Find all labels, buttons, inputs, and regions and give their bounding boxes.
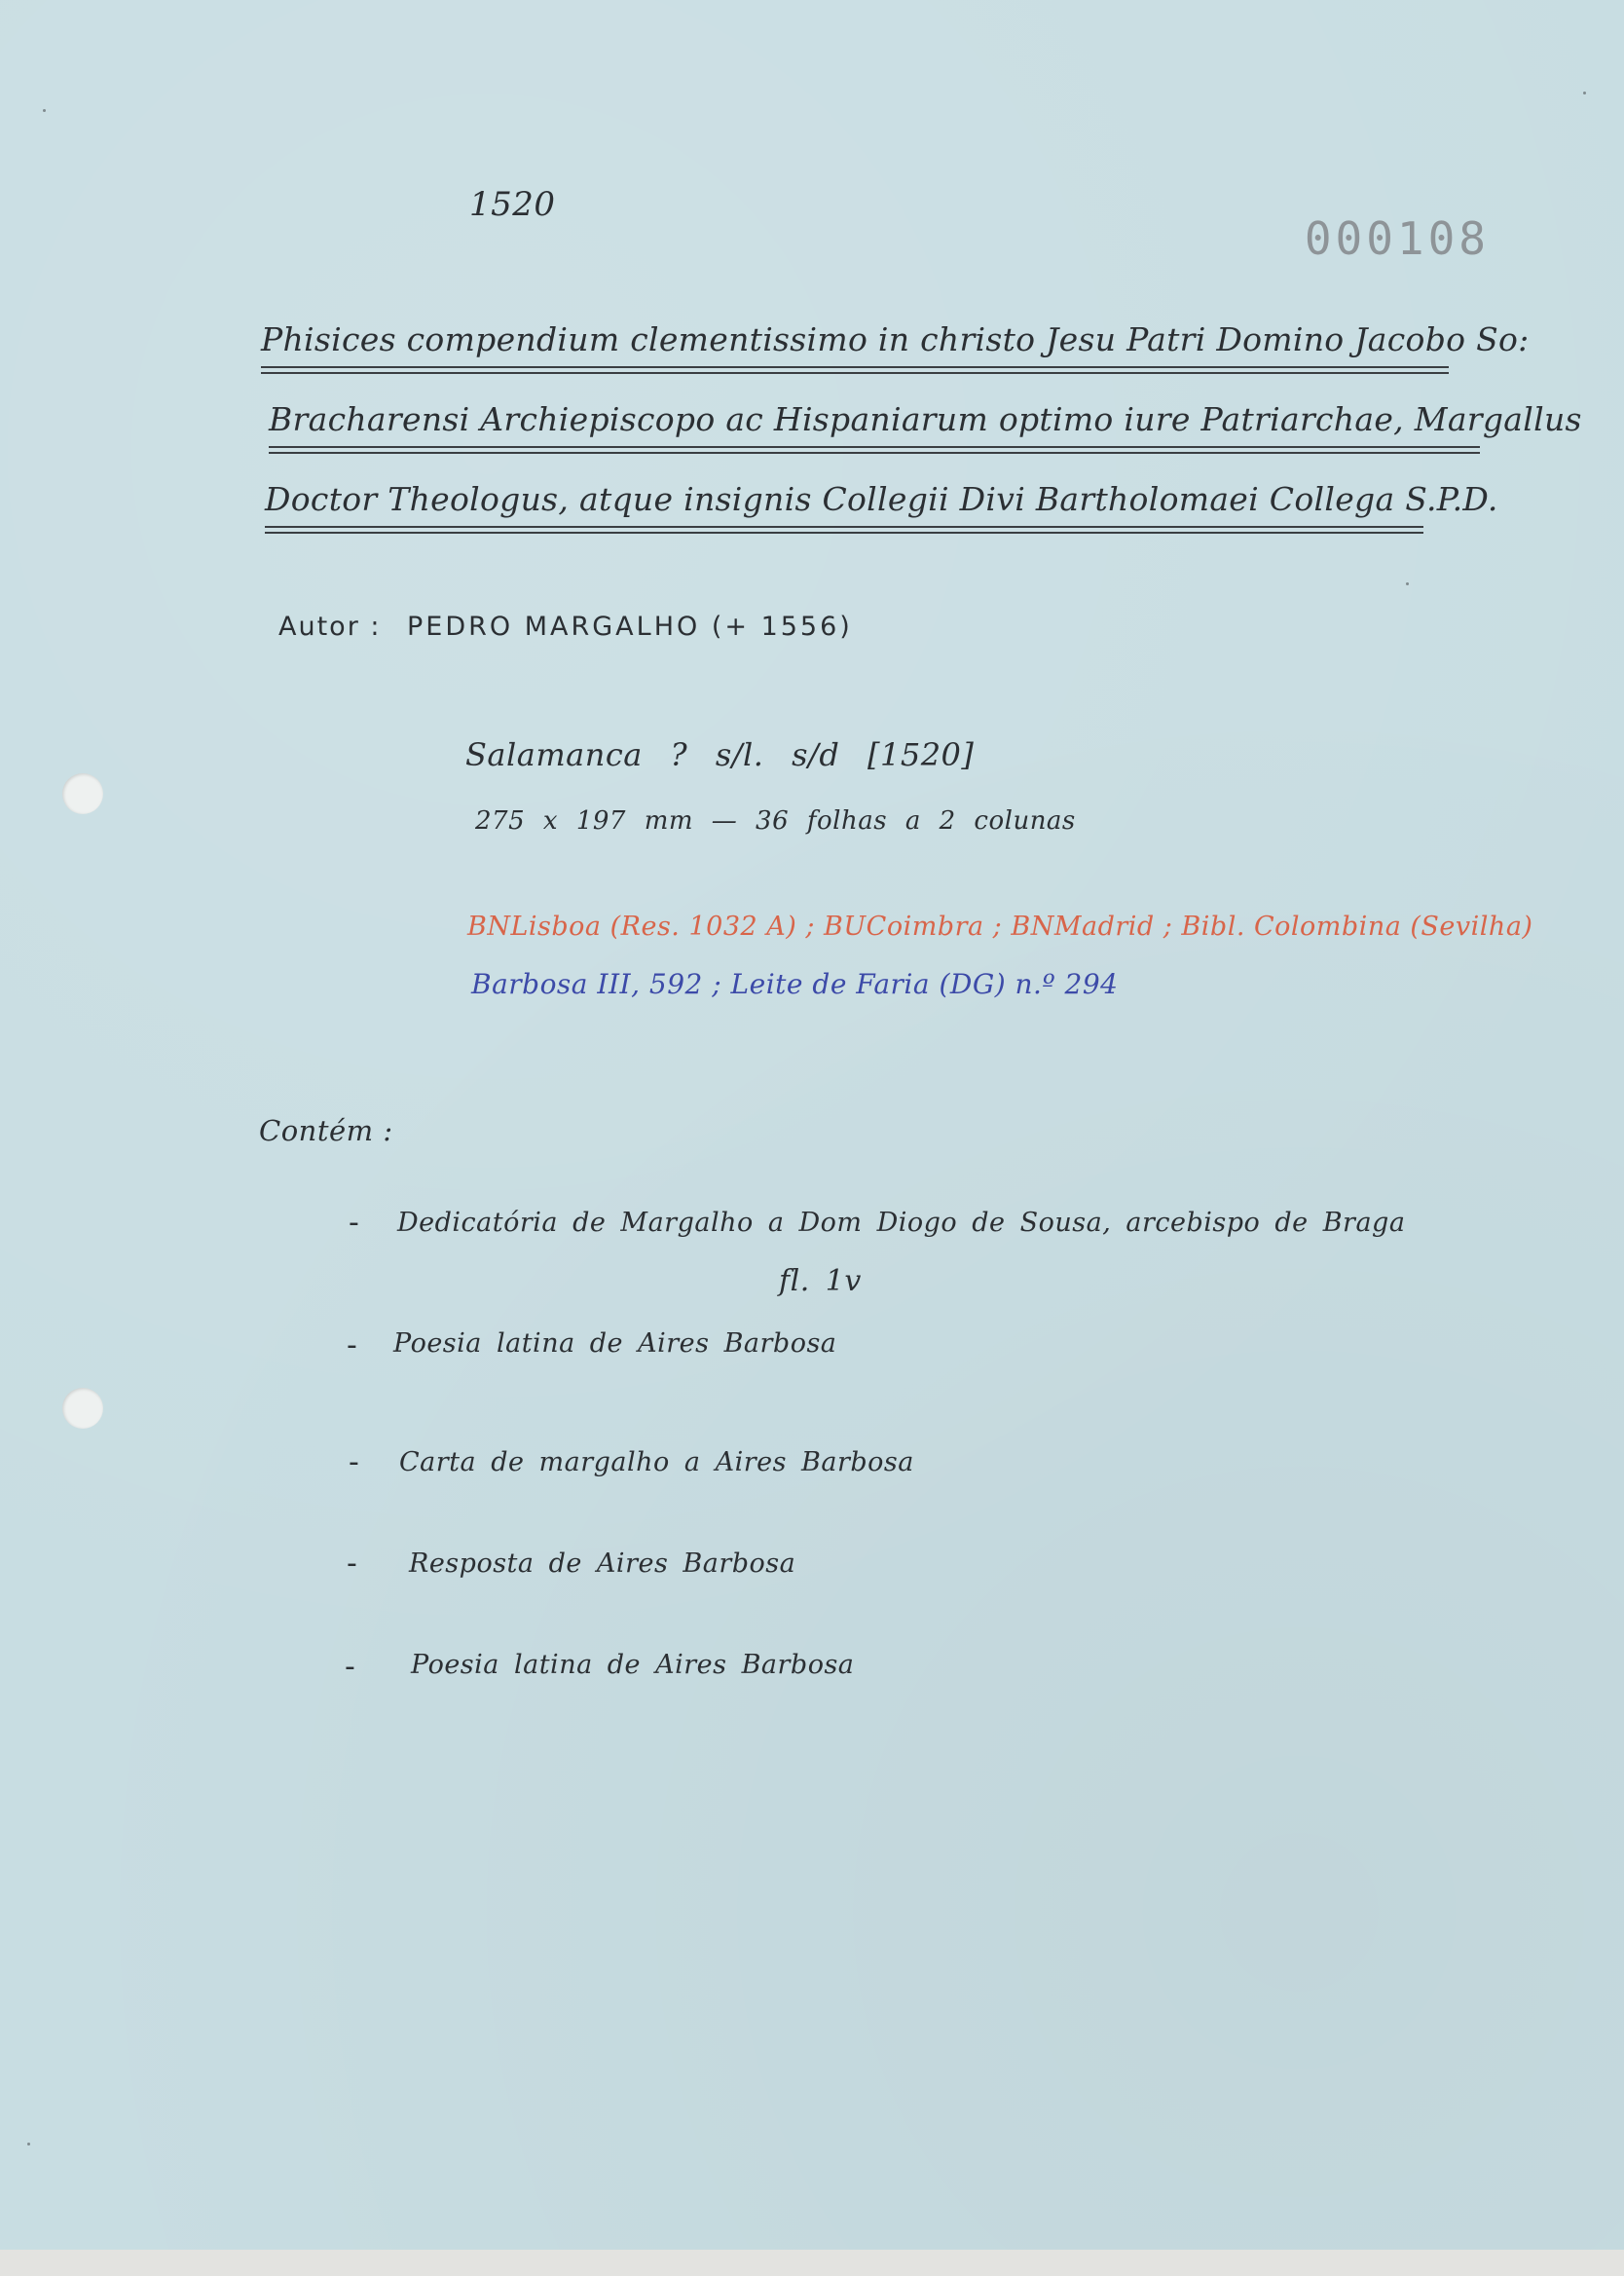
title-underline — [269, 452, 1480, 454]
list-dash: - — [345, 1650, 355, 1684]
author-label: Autor : — [278, 612, 382, 642]
title-line-3-text: Doctor Theologus, atque insignis Collegii Divi Bartholomaei Collega S.P.D. — [265, 480, 1498, 518]
contents-item: Resposta de Aires Barbosa — [409, 1548, 796, 1579]
author-name: PEDRO MARGALHO (+ 1556) — [407, 612, 853, 642]
title-line-3 — [265, 477, 1498, 522]
contents-item: Poesia latina de Aires Barbosa — [411, 1650, 855, 1680]
holdings-locations: BNLisboa (Res. 1032 A) ; BUCoimbra ; BNMadrid ; Bibl. Colombina (Sevilha) — [467, 912, 1533, 942]
paper-speck — [43, 109, 46, 112]
bibliographic-references: Barbosa III, 592 ; Leite de Faria (DG) n.º 294 — [471, 968, 1119, 1000]
punch-hole-upper — [62, 773, 103, 814]
title-underline — [261, 372, 1449, 374]
contents-label: Contém : — [259, 1114, 393, 1147]
title-line-1 — [261, 317, 1530, 362]
title-underline — [265, 526, 1423, 528]
list-dash: - — [349, 1206, 359, 1240]
catalog-stamp-number: 000108 — [1304, 212, 1490, 265]
year-heading: 1520 — [469, 185, 556, 224]
punch-hole-lower — [62, 1388, 103, 1429]
title-underline — [269, 446, 1480, 448]
scan-bottom-margin — [0, 2250, 1624, 2276]
list-dash: - — [347, 1328, 357, 1362]
folio-note: fl. 1v — [779, 1264, 862, 1298]
contents-item: Dedicatória de Margalho a Dom Diogo de Sousa, arcebispo de Braga — [397, 1208, 1406, 1238]
title-underline — [265, 532, 1423, 534]
list-dash: - — [347, 1547, 357, 1581]
paper-speck — [1583, 92, 1586, 94]
contents-item: Carta de margalho a Aires Barbosa — [399, 1447, 914, 1477]
imprint-line: Salamanca ? s/l. s/d [1520] — [465, 736, 975, 773]
paper-speck — [1406, 582, 1409, 585]
title-line-2 — [269, 397, 1582, 442]
format-line: 275 x 197 mm — 36 folhas a 2 colunas — [475, 806, 1076, 836]
contents-item: Poesia latina de Aires Barbosa — [393, 1328, 837, 1359]
title-line-1-text: Phisices compendium clementissimo in christo Jesu Patri Domino Jacobo So: — [261, 320, 1530, 358]
list-dash: - — [349, 1445, 359, 1479]
title-line-2-text: Bracharensi Archiepiscopo ac Hispaniarum optimo iure Patriarchae, Margallus — [269, 400, 1582, 438]
title-underline — [261, 366, 1449, 368]
paper-speck — [27, 2143, 30, 2145]
